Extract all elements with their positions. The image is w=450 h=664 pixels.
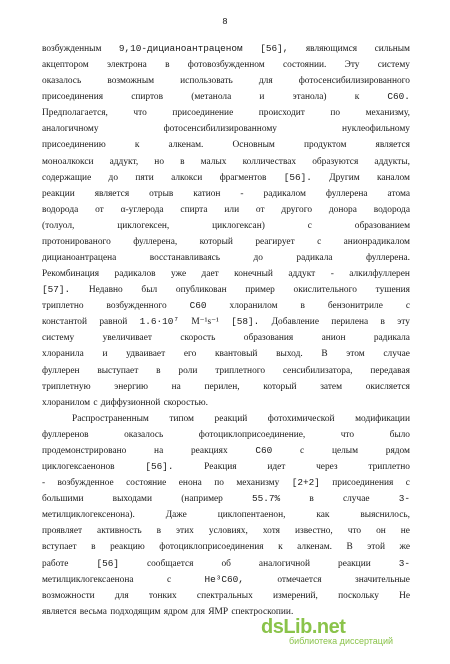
word: квантовый (214, 349, 258, 360)
word: с (405, 301, 410, 312)
word: конечный (234, 269, 273, 280)
text-line (42, 539, 410, 555)
word: алкилфуллерен (349, 269, 410, 280)
text-line (42, 588, 410, 604)
word: (метанола (191, 92, 232, 103)
word: алкокси (171, 172, 203, 183)
word: возможности (42, 590, 95, 601)
word: фрагментов (219, 172, 267, 183)
word: константой (42, 317, 88, 328)
word: каналом (376, 172, 410, 183)
word: 55.7% (252, 493, 281, 505)
word: об (221, 558, 231, 569)
word: скоростью. (163, 397, 208, 408)
word: значительные (355, 574, 410, 585)
word: для (191, 606, 205, 617)
word: триплетно (42, 301, 84, 312)
word: этанола) (292, 92, 327, 103)
text-line (42, 266, 410, 282)
word: фотохимической (267, 413, 335, 424)
text-line (42, 170, 410, 186)
word: радикала (296, 253, 333, 264)
word: был (141, 285, 158, 296)
word: хотя (262, 526, 280, 537)
word: Недавно (88, 285, 123, 296)
word: эту (397, 317, 410, 328)
word: и (259, 92, 265, 103)
word: продемонстрировано (42, 445, 127, 456)
word: но (154, 156, 165, 167)
word: образования (243, 333, 294, 344)
watermark-logo: dsLib.net (261, 616, 346, 638)
word: перилена (331, 317, 369, 328)
word: Распространенным (72, 413, 149, 424)
word: от (255, 204, 265, 215)
word: через (316, 462, 338, 473)
word: акцептором (42, 60, 89, 71)
word: возбужденным (42, 44, 102, 54)
word: систему (42, 333, 75, 344)
word: Предполагается, (42, 108, 108, 119)
word: до (253, 253, 263, 264)
word: образуются (312, 156, 359, 167)
word: этом (346, 349, 365, 360)
word: в (300, 301, 305, 312)
word: возбужденное (57, 478, 114, 489)
word: циклогексан) (212, 220, 265, 231)
word: в (180, 156, 185, 167)
word: [56]. (145, 461, 174, 473)
word: для (114, 590, 129, 601)
text-line (42, 105, 410, 121)
word: механизму (236, 478, 280, 489)
word: для (258, 76, 273, 87)
word: модификации (355, 413, 410, 424)
word: условиях, (208, 526, 248, 537)
word: фотоциклоприсоединения (159, 542, 264, 553)
word: метилциклогексаенона (42, 574, 134, 585)
text-line (42, 41, 410, 57)
word: не (400, 526, 410, 537)
word: дицианоантрацена (42, 253, 117, 264)
word: по (330, 108, 341, 119)
word: электрона (106, 60, 147, 71)
word: анионрадикалом (343, 236, 410, 247)
text-line (42, 57, 410, 73)
word: C60 (255, 444, 273, 456)
word: триплетную (42, 381, 91, 392)
word: в (309, 494, 314, 505)
text-line (42, 459, 410, 475)
word: присоединения (42, 92, 104, 103)
word: фотосенсибилизированному (163, 124, 277, 135)
word: He (399, 590, 410, 601)
text-line (42, 427, 410, 443)
word: циклогексаенонов (42, 462, 115, 473)
word: - (240, 188, 244, 199)
text-line (42, 523, 410, 539)
word: алкенам. (297, 542, 333, 553)
text-line (42, 218, 410, 234)
word: являющимся (305, 44, 358, 54)
word: возможным (107, 76, 155, 87)
word: В (321, 349, 328, 360)
word: к (278, 542, 283, 553)
word: известно, (294, 526, 333, 537)
word: He³C60, (204, 573, 244, 585)
word: скорость (180, 333, 216, 344)
word: хлоранила (42, 349, 84, 360)
word: активность (97, 526, 142, 537)
word: является (94, 188, 130, 199)
word: который (263, 381, 297, 392)
word: выяснилось, (360, 510, 410, 521)
word: Реакция (204, 462, 237, 473)
word: ЯМР (208, 606, 229, 617)
word: водорода (42, 204, 79, 215)
word: ядром (163, 606, 188, 617)
word: как (316, 510, 330, 521)
word: с (317, 236, 322, 247)
word: другого (281, 204, 313, 215)
word: отрыв (149, 188, 174, 199)
word: с (166, 574, 172, 585)
word: проявляет (42, 526, 83, 537)
word: присоединение (172, 108, 234, 119)
word: метилциклогексенона). (42, 510, 135, 521)
word: сообщается (146, 558, 194, 569)
word: бензонитриле (327, 301, 383, 312)
word: весьма (79, 606, 107, 617)
word: - (330, 269, 334, 280)
word: в (156, 526, 162, 537)
word: аналогичному (42, 124, 99, 135)
word: α-углерода (120, 204, 164, 215)
word: уже (171, 269, 187, 280)
word: фотосенсибилизированного (298, 76, 410, 87)
word: Добавление (271, 317, 319, 328)
word: в (91, 542, 96, 553)
word: случае (342, 494, 370, 505)
word: роли (178, 365, 198, 376)
word: этой (367, 542, 385, 553)
text-line (42, 298, 410, 314)
word: в (156, 365, 161, 376)
word: присоединению (42, 140, 106, 151)
word: Рекомбинация (42, 269, 100, 280)
word: радикалов (114, 269, 156, 280)
word: 3- (398, 557, 410, 569)
word: реакцию (110, 542, 145, 553)
word: большими (42, 494, 84, 505)
word: радикала (373, 333, 410, 344)
word: алкенам. (168, 140, 204, 151)
word: 3- (398, 493, 410, 505)
word: подходящим (110, 606, 161, 617)
word: M⁻¹s⁻¹ (191, 317, 219, 328)
watermark (261, 616, 436, 646)
word: протонированого (42, 236, 111, 247)
word: сенсибилизатора, (282, 365, 353, 376)
word: его (183, 349, 197, 360)
word: отмечается (277, 574, 322, 585)
word: фотоциклоприсоединение, (198, 429, 306, 440)
word: хлоранилом (229, 301, 278, 312)
word: анион (321, 333, 346, 344)
word: фуллерена, (133, 236, 178, 247)
word: спирта (180, 204, 208, 215)
word: в (165, 60, 170, 71)
word: содержащие (42, 172, 92, 183)
word: и (102, 349, 108, 360)
word: же (399, 542, 410, 553)
word: фуллерен (42, 365, 80, 376)
document-body (42, 41, 410, 620)
word: восстанавливаясь (149, 253, 221, 264)
word: В (346, 542, 353, 553)
word: выходами (112, 494, 153, 505)
word: триплетно (368, 462, 410, 473)
word: фотовозбужденном (187, 60, 265, 71)
word: оказалось (42, 76, 82, 87)
word: по (214, 478, 224, 489)
word: спектральных (196, 590, 253, 601)
word: образованием (354, 220, 410, 231)
text-line (42, 202, 410, 218)
word: (например (181, 494, 223, 505)
word: [56] (96, 557, 119, 569)
word: аналогичной (258, 558, 311, 569)
word: целым (331, 445, 359, 456)
text-line (42, 250, 410, 266)
word: донора (328, 204, 357, 215)
word: сильным (374, 44, 410, 54)
word: рядом (385, 445, 410, 456)
word: пример (245, 285, 275, 296)
word: что (340, 429, 355, 440)
word: измерений, (272, 590, 318, 601)
text-line (42, 89, 410, 105)
word: 1.6·10⁷ (139, 316, 180, 328)
word: что (133, 108, 147, 119)
word: состояние (126, 478, 167, 489)
word: к (354, 92, 360, 103)
watermark-subtitle: библиотека диссертаций (289, 636, 394, 646)
word: Эту (344, 60, 360, 71)
text-line (42, 234, 410, 250)
word: реакций (214, 413, 248, 424)
word: использовать (180, 76, 233, 87)
word: случае (383, 349, 410, 360)
word: аддукты, (374, 156, 410, 167)
word: циклогексен, (117, 220, 170, 231)
word: идет (267, 462, 286, 473)
word: затем (320, 381, 343, 392)
word: аддукт, (109, 156, 139, 167)
word: типом (169, 413, 194, 424)
word: что (347, 526, 362, 537)
word: [56], (260, 43, 289, 54)
word: до (108, 172, 119, 183)
text-line (42, 363, 410, 379)
word: фуллеренов (42, 429, 89, 440)
word: малых (200, 156, 227, 167)
word: пяти (135, 172, 154, 183)
text-line (42, 556, 410, 572)
word: поскольку (338, 590, 379, 601)
word: окислительного (293, 285, 357, 296)
word: тушения (375, 285, 410, 296)
word: (толуол, (42, 220, 75, 231)
word: выступает (97, 365, 139, 376)
word: от (95, 204, 104, 215)
word: фуллерена (325, 188, 368, 199)
word: вступает (42, 542, 77, 553)
word: Даже (165, 510, 187, 521)
word: дает (201, 269, 219, 280)
word: с (300, 445, 305, 456)
word: продуктом (303, 140, 347, 151)
word: реакции (338, 558, 371, 569)
word: триплетного (215, 365, 266, 376)
word: диффузионной (100, 397, 161, 408)
word: Основным (232, 140, 275, 151)
word: систему (377, 60, 410, 71)
word: водорода (373, 204, 410, 215)
word: перилен, (204, 381, 240, 392)
word: аддукт (288, 269, 316, 280)
word: с (405, 478, 410, 489)
word: радикалом (263, 188, 306, 199)
text-line (42, 121, 410, 137)
word: к (134, 140, 140, 151)
text-line (42, 379, 410, 395)
word: моноалкокси (42, 156, 94, 167)
word: опубликован (175, 285, 227, 296)
word: или (224, 204, 240, 215)
word: энергию (114, 381, 148, 392)
word: который (199, 236, 233, 247)
word: в (380, 317, 385, 328)
word: - (42, 478, 46, 489)
word: было (389, 429, 410, 440)
text-line (42, 330, 410, 346)
word: спектроскопии. (231, 606, 294, 617)
word: колличествах (242, 156, 297, 167)
text-line (42, 491, 410, 507)
word: удваивает (126, 349, 166, 360)
word: нуклеофильному (342, 124, 410, 135)
word: катион (193, 188, 221, 199)
word: увеличивает (102, 333, 152, 344)
word: фуллерена. (365, 253, 410, 264)
word: присоединения (332, 478, 394, 489)
text-line (42, 572, 410, 588)
word: реакции (42, 188, 75, 199)
word: с (93, 397, 98, 408)
word: является (375, 140, 410, 151)
text-line (42, 314, 410, 330)
text-line (42, 443, 410, 459)
text-line (42, 411, 410, 427)
word: с (307, 220, 312, 231)
word: он (376, 526, 386, 537)
word: происходит (258, 108, 305, 119)
word: циклопентаенон, (217, 510, 286, 521)
word: хлоранилом (42, 397, 91, 408)
word: состоянии. (282, 60, 327, 71)
word: равной (99, 317, 128, 328)
text-line (42, 154, 410, 170)
page-number: 8 (222, 17, 228, 27)
text-line (42, 73, 410, 89)
text-line (42, 475, 410, 491)
text-line (42, 186, 410, 202)
word: выход. (276, 349, 303, 360)
word: на (171, 381, 181, 392)
word: реакциях (190, 445, 228, 456)
word: атома (387, 188, 410, 199)
word: является (42, 606, 77, 617)
word: работе (42, 558, 69, 569)
word: [57]. (42, 284, 71, 296)
word: C60. (387, 91, 410, 103)
word: тонких (148, 590, 177, 601)
word: [58]. (231, 316, 260, 328)
word: спиртов (131, 92, 164, 103)
word: этих (176, 526, 194, 537)
word: реагирует (255, 236, 295, 247)
word: [2+2] (291, 477, 320, 489)
word: возбужденного (106, 301, 167, 312)
word: оказалось (124, 429, 164, 440)
word: передавая (370, 365, 410, 376)
text-line (42, 137, 410, 153)
word: C60 (189, 300, 207, 312)
word: [56]. (283, 171, 312, 183)
word: механизму, (365, 108, 410, 119)
word: 9,10-дицианоантраценом (118, 43, 243, 54)
word: енона (178, 478, 202, 489)
word: окисляется (365, 381, 410, 392)
text-line (42, 346, 410, 362)
text-line (42, 395, 410, 411)
text-line (42, 282, 410, 298)
word: на (154, 445, 164, 456)
text-line (42, 507, 410, 523)
word: Другим (329, 172, 360, 183)
